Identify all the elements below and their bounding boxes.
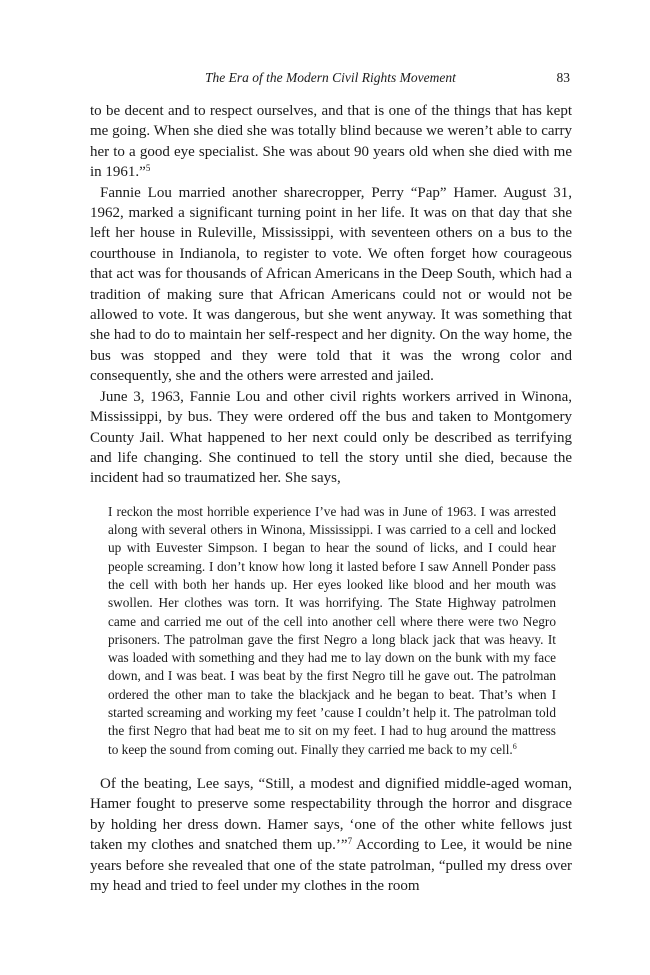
paragraph-4: Of the beating, Lee says, “Still, a modest and dignified middle-aged woman, Hamer fought to preserve some respectability through the horror and disgrace by holding her dress down. Hamer says, ‘one of the other white fellows just taken my clothes and snatched them up.’”$^7$ According to Lee, it would be nine years before she revealed that one of the state patrolman, “pulled my dress over my head and tried to feel under my clothes in the room bbox=[90, 775, 572, 894]
running-title: The Era of the Modern Civil Rights Movement bbox=[205, 70, 456, 85]
body-text bbox=[90, 101, 572, 896]
paragraph-2: Fannie Lou married another sharecropper, Perry “Pap” Hamer. August 31, 1962, marked a significant turning point in her life. It was on that day that she left her house in Ruleville, Mississippi, with seventeen others on a bus to the courthouse in Indianola, to register to vote. We often forget how courageous that act was for thousands of African Americans in the Deep South, which had a tradition of making sure that African Americans could not or would not be allowed to vote. It was dangerous, but she went anyway. It was something that she had to do to maintain her self-respect and her dignity. On the way home, the bus was stopped and they were told that it was the wrong color and consequently, she and the others were arrested and jailed. bbox=[90, 184, 572, 385]
footnote-ref-5: 5 bbox=[145, 163, 151, 174]
page-number: 83 bbox=[556, 70, 570, 85]
footnote-ref-6: 6 bbox=[512, 741, 517, 751]
block-quote: I reckon the most horrible experience I’ve had was in June of 1963. I was arrested along with several others in Winona, Mississippi. I was carried to a cell and locked up with Euvester Simpson. I began to hear the sound of licks, and I could hear people screaming. I don’t know how long it lasted before I saw Annell Ponder pass the cell with both her hands up. Her eyes looked like blood and her mouth was swollen. Her clothes was torn. It was horrifying. The State Highway patrolmen came and carried me out of the cell into another cell where there were two Negro prisoners. The patrolman gave the first Negro a long black jack that was heavy. It was loaded with something and they had me to lay down on the bunk with my face down, and I was beat. I was beat by the first Negro till he gave out. The patrolman ordered the other man to take the blackjack and he began to beat. That’s when I started screaming and working my feet ’cause I couldn’t help it. The patrolman told the first Negro that had beat me to sit on my feet. I had to hug around the mattress to keep the sound from coming out. Finally they carried me back to my cell.$^6$ bbox=[108, 503, 556, 757]
footnote-ref-7: 7 bbox=[347, 836, 353, 847]
paragraph-3: June 3, 1963, Fannie Lou and other civil rights workers arrived in Winona, Mississippi, by bus. They were ordered off the bus and taken to Montgomery County Jail. What happened to her next could only be described as terrifying and life changing. She continued to tell the story until she died, because the incident had so traumatized her. She says, bbox=[90, 388, 572, 487]
paragraph-1: to be decent and to respect ourselves, and that is one of the things that has kept me going. When she died she was totally blind because we weren’t able to carry her to a good eye specialist. She was about 90 years old when she died with me in 1961.”$^5$ bbox=[90, 103, 572, 181]
